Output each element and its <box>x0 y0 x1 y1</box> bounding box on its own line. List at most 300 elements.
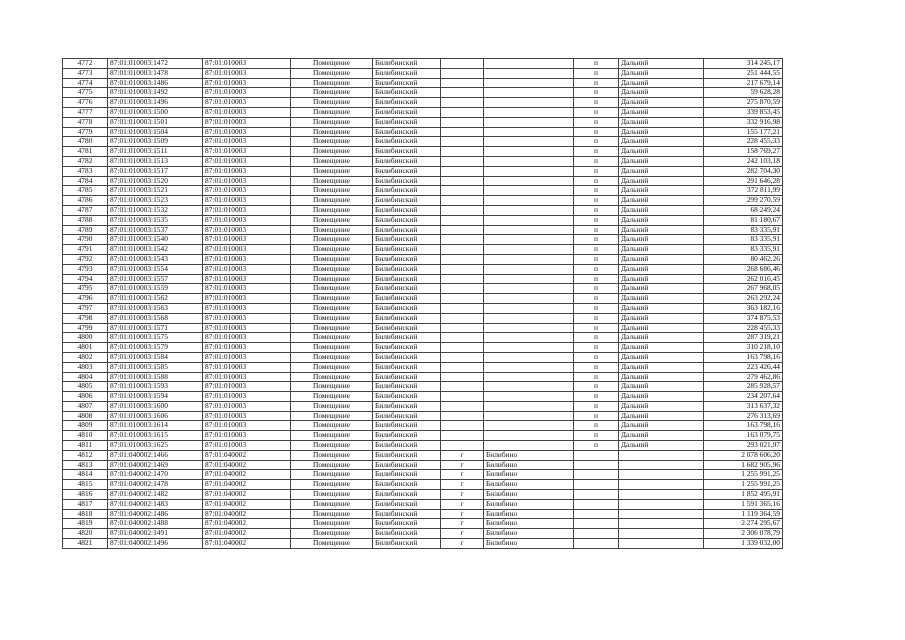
settlement-type-cell <box>441 431 484 441</box>
object-type-cell: Помещение <box>291 352 373 362</box>
district-cell: Билибинский <box>373 509 441 519</box>
locality-cell: Дальний <box>619 245 704 255</box>
locality-cell <box>619 509 704 519</box>
settlement-type-cell <box>441 323 484 333</box>
table-row <box>63 117 783 127</box>
locality-type-cell <box>574 519 619 529</box>
table-row <box>63 215 783 225</box>
table-row <box>63 490 783 500</box>
district-cell: Билибинский <box>373 166 441 176</box>
table-row <box>63 156 783 166</box>
locality-cell: Дальний <box>619 431 704 441</box>
cadastral-value-cell: 163 079,75 <box>704 431 783 441</box>
locality-type-cell: п <box>574 441 619 451</box>
district-cell: Билибинский <box>373 401 441 411</box>
row-number-cell: 4787 <box>63 205 108 215</box>
settlement-type-cell <box>441 88 484 98</box>
locality-cell: Дальний <box>619 313 704 323</box>
cadastral-number-cell: 87:01:010003:1554 <box>108 264 203 274</box>
city-cell <box>484 78 574 88</box>
object-type-cell: Помещение <box>291 254 373 264</box>
locality-type-cell <box>574 490 619 500</box>
locality-cell: Дальний <box>619 166 704 176</box>
table-row <box>63 78 783 88</box>
object-type-cell: Помещение <box>291 362 373 372</box>
cadastral-number-cell: 87:01:010003:1584 <box>108 352 203 362</box>
settlement-type-cell <box>441 254 484 264</box>
table-row <box>63 88 783 98</box>
table-row <box>63 431 783 441</box>
cadastral-number-cell: 87:01:010003:1588 <box>108 372 203 382</box>
row-number-cell: 4810 <box>63 431 108 441</box>
cadastral-block-cell: 87:01:040002 <box>203 539 291 549</box>
table-row <box>63 98 783 108</box>
city-cell <box>484 215 574 225</box>
cadastral-block-cell: 87:01:010003 <box>203 333 291 343</box>
district-cell: Билибинский <box>373 519 441 529</box>
locality-cell: Дальний <box>619 343 704 353</box>
table-row <box>63 176 783 186</box>
row-number-cell: 4815 <box>63 480 108 490</box>
city-cell: Билибино <box>484 490 574 500</box>
settlement-type-cell <box>441 411 484 421</box>
locality-cell <box>619 529 704 539</box>
cadastral-number-cell: 87:01:010003:1537 <box>108 225 203 235</box>
row-number-cell: 4817 <box>63 499 108 509</box>
city-cell <box>484 274 574 284</box>
object-type-cell: Помещение <box>291 401 373 411</box>
city-cell: Билибино <box>484 470 574 480</box>
object-type-cell: Помещение <box>291 519 373 529</box>
cadastral-number-cell: 87:01:040002:1482 <box>108 490 203 500</box>
cadastral-value-cell: 332 916,98 <box>704 117 783 127</box>
cadastral-value-cell: 163 798,16 <box>704 421 783 431</box>
table-row <box>63 421 783 431</box>
locality-cell: Дальний <box>619 107 704 117</box>
row-number-cell: 4782 <box>63 156 108 166</box>
locality-type-cell: п <box>574 235 619 245</box>
cadastral-value-cell: 1 255 991,25 <box>704 480 783 490</box>
cadastral-value-cell: 158 769,27 <box>704 147 783 157</box>
cadastral-block-cell: 87:01:010003 <box>203 411 291 421</box>
row-number-cell: 4790 <box>63 235 108 245</box>
settlement-type-cell <box>441 441 484 451</box>
table-row <box>63 529 783 539</box>
district-cell: Билибинский <box>373 264 441 274</box>
cadastral-value-cell: 314 245,17 <box>704 59 783 69</box>
city-cell <box>484 68 574 78</box>
locality-type-cell: п <box>574 107 619 117</box>
locality-type-cell: п <box>574 392 619 402</box>
table-row <box>63 519 783 529</box>
row-number-cell: 4820 <box>63 529 108 539</box>
locality-cell: Дальний <box>619 401 704 411</box>
object-type-cell: Помещение <box>291 186 373 196</box>
city-cell <box>484 303 574 313</box>
city-cell <box>484 205 574 215</box>
locality-type-cell: п <box>574 225 619 235</box>
settlement-type-cell: г <box>441 450 484 460</box>
table-row <box>63 372 783 382</box>
object-type-cell: Помещение <box>291 225 373 235</box>
locality-type-cell: п <box>574 186 619 196</box>
cadastral-number-cell: 87:01:010003:1535 <box>108 215 203 225</box>
cadastral-value-cell: 275 870,59 <box>704 98 783 108</box>
district-cell: Билибинский <box>373 235 441 245</box>
cadastral-block-cell: 87:01:010003 <box>203 254 291 264</box>
district-cell: Билибинский <box>373 88 441 98</box>
locality-cell: Дальний <box>619 235 704 245</box>
settlement-type-cell: г <box>441 499 484 509</box>
locality-type-cell <box>574 529 619 539</box>
cadastral-value-cell: 1 255 991,25 <box>704 470 783 480</box>
row-number-cell: 4783 <box>63 166 108 176</box>
settlement-type-cell <box>441 176 484 186</box>
locality-cell: Дальний <box>619 98 704 108</box>
row-number-cell: 4803 <box>63 362 108 372</box>
cadastral-number-cell: 87:01:040002:1470 <box>108 470 203 480</box>
object-type-cell: Помещение <box>291 107 373 117</box>
cadastral-number-cell: 87:01:010003:1500 <box>108 107 203 117</box>
cadastral-block-cell: 87:01:040002 <box>203 480 291 490</box>
city-cell <box>484 98 574 108</box>
object-type-cell: Помещение <box>291 470 373 480</box>
settlement-type-cell <box>441 166 484 176</box>
cadastral-value-cell: 155 177,21 <box>704 127 783 137</box>
settlement-type-cell: г <box>441 529 484 539</box>
locality-cell: Дальний <box>619 137 704 147</box>
district-cell: Билибинский <box>373 215 441 225</box>
district-cell: Билибинский <box>373 176 441 186</box>
row-number-cell: 4809 <box>63 421 108 431</box>
table-row <box>63 450 783 460</box>
row-number-cell: 4780 <box>63 137 108 147</box>
settlement-type-cell <box>441 205 484 215</box>
cadastral-value-cell: 372 811,99 <box>704 186 783 196</box>
table-row <box>63 499 783 509</box>
settlement-type-cell <box>441 392 484 402</box>
row-number-cell: 4802 <box>63 352 108 362</box>
object-type-cell: Помещение <box>291 235 373 245</box>
cadastral-value-cell: 83 335,91 <box>704 245 783 255</box>
row-number-cell: 4806 <box>63 392 108 402</box>
table-row <box>63 294 783 304</box>
table-row <box>63 254 783 264</box>
settlement-type-cell <box>441 294 484 304</box>
cadastral-value-cell: 83 335,91 <box>704 235 783 245</box>
cadastral-value-cell: 299 270,59 <box>704 196 783 206</box>
cadastral-number-cell: 87:01:010003:1600 <box>108 401 203 411</box>
district-cell: Билибинский <box>373 59 441 69</box>
locality-type-cell: п <box>574 147 619 157</box>
cadastral-block-cell: 87:01:040002 <box>203 499 291 509</box>
cadastral-value-cell: 291 646,28 <box>704 176 783 186</box>
cadastral-number-cell: 87:01:010003:1511 <box>108 147 203 157</box>
cadastral-block-cell: 87:01:010003 <box>203 284 291 294</box>
city-cell <box>484 362 574 372</box>
row-number-cell: 4805 <box>63 382 108 392</box>
cadastral-number-cell: 87:01:040002:1466 <box>108 450 203 460</box>
cadastral-number-cell: 87:01:010003:1593 <box>108 382 203 392</box>
object-type-cell: Помещение <box>291 294 373 304</box>
cadastral-number-cell: 87:01:010003:1614 <box>108 421 203 431</box>
row-number-cell: 4779 <box>63 127 108 137</box>
row-number-cell: 4821 <box>63 539 108 549</box>
district-cell: Билибинский <box>373 147 441 157</box>
object-type-cell: Помещение <box>291 264 373 274</box>
table-row <box>63 59 783 69</box>
locality-cell: Дальний <box>619 264 704 274</box>
row-number-cell: 4795 <box>63 284 108 294</box>
cadastral-value-cell: 310 218,10 <box>704 343 783 353</box>
city-cell <box>484 352 574 362</box>
cadastral-number-cell: 87:01:010003:1492 <box>108 88 203 98</box>
object-type-cell: Помещение <box>291 539 373 549</box>
settlement-type-cell <box>441 313 484 323</box>
locality-cell <box>619 470 704 480</box>
cadastral-value-cell: 339 853,45 <box>704 107 783 117</box>
row-number-cell: 4792 <box>63 254 108 264</box>
locality-type-cell: п <box>574 431 619 441</box>
locality-cell <box>619 490 704 500</box>
settlement-type-cell <box>441 68 484 78</box>
cadastral-block-cell: 87:01:010003 <box>203 205 291 215</box>
row-number-cell: 4797 <box>63 303 108 313</box>
object-type-cell: Помещение <box>291 490 373 500</box>
object-type-cell: Помещение <box>291 274 373 284</box>
object-type-cell: Помещение <box>291 333 373 343</box>
cadastral-block-cell: 87:01:010003 <box>203 78 291 88</box>
locality-cell: Дальний <box>619 284 704 294</box>
cadastral-number-cell: 87:01:040002:1483 <box>108 499 203 509</box>
district-cell: Билибинский <box>373 98 441 108</box>
city-cell <box>484 254 574 264</box>
cadastral-value-cell: 242 103,18 <box>704 156 783 166</box>
cadastral-block-cell: 87:01:010003 <box>203 401 291 411</box>
object-type-cell: Помещение <box>291 509 373 519</box>
table-row <box>63 147 783 157</box>
row-number-cell: 4789 <box>63 225 108 235</box>
district-cell: Билибинский <box>373 274 441 284</box>
object-type-cell: Помещение <box>291 156 373 166</box>
table-row <box>63 127 783 137</box>
cadastral-block-cell: 87:01:040002 <box>203 470 291 480</box>
object-type-cell: Помещение <box>291 147 373 157</box>
row-number-cell: 4777 <box>63 107 108 117</box>
cadastral-block-cell: 87:01:010003 <box>203 196 291 206</box>
row-number-cell: 4801 <box>63 343 108 353</box>
cadastral-number-cell: 87:01:010003:1585 <box>108 362 203 372</box>
row-number-cell: 4772 <box>63 59 108 69</box>
row-number-cell: 4811 <box>63 441 108 451</box>
locality-cell: Дальний <box>619 323 704 333</box>
city-cell: Билибино <box>484 499 574 509</box>
locality-cell: Дальний <box>619 59 704 69</box>
city-cell <box>484 137 574 147</box>
row-number-cell: 4819 <box>63 519 108 529</box>
locality-cell: Дальний <box>619 294 704 304</box>
cadastral-block-cell: 87:01:040002 <box>203 509 291 519</box>
cadastral-value-cell: 1 682 905,96 <box>704 460 783 470</box>
object-type-cell: Помещение <box>291 313 373 323</box>
cadastral-block-cell: 87:01:040002 <box>203 460 291 470</box>
locality-type-cell <box>574 499 619 509</box>
cadastral-block-cell: 87:01:010003 <box>203 294 291 304</box>
row-number-cell: 4793 <box>63 264 108 274</box>
district-cell: Билибинский <box>373 284 441 294</box>
locality-type-cell <box>574 539 619 549</box>
row-number-cell: 4804 <box>63 372 108 382</box>
cadastral-block-cell: 87:01:010003 <box>203 98 291 108</box>
cadastral-value-cell: 81 180,67 <box>704 215 783 225</box>
district-cell: Билибинский <box>373 490 441 500</box>
locality-cell: Дальний <box>619 127 704 137</box>
settlement-type-cell: г <box>441 539 484 549</box>
settlement-type-cell: г <box>441 509 484 519</box>
cadastral-number-cell: 87:01:010003:1513 <box>108 156 203 166</box>
locality-type-cell: п <box>574 323 619 333</box>
locality-cell: Дальний <box>619 382 704 392</box>
settlement-type-cell <box>441 421 484 431</box>
city-cell: Билибино <box>484 460 574 470</box>
cadastral-number-cell: 87:01:010003:1532 <box>108 205 203 215</box>
cadastral-block-cell: 87:01:040002 <box>203 519 291 529</box>
city-cell <box>484 59 574 69</box>
cadastral-block-cell: 87:01:010003 <box>203 392 291 402</box>
cadastral-block-cell: 87:01:010003 <box>203 137 291 147</box>
locality-cell: Дальний <box>619 372 704 382</box>
object-type-cell: Помещение <box>291 372 373 382</box>
district-cell: Билибинский <box>373 441 441 451</box>
district-cell: Билибинский <box>373 539 441 549</box>
table-row <box>63 333 783 343</box>
cadastral-number-cell: 87:01:010003:1606 <box>108 411 203 421</box>
locality-cell: Дальний <box>619 274 704 284</box>
cadastral-block-cell: 87:01:010003 <box>203 382 291 392</box>
district-cell: Билибинский <box>373 352 441 362</box>
settlement-type-cell <box>441 117 484 127</box>
object-type-cell: Помещение <box>291 303 373 313</box>
object-type-cell: Помещение <box>291 78 373 88</box>
table-row <box>63 441 783 451</box>
cadastral-number-cell: 87:01:010003:1615 <box>108 431 203 441</box>
cadastral-value-cell: 217 679,14 <box>704 78 783 88</box>
district-cell: Билибинский <box>373 205 441 215</box>
cadastral-number-cell: 87:01:010003:1504 <box>108 127 203 137</box>
locality-type-cell <box>574 450 619 460</box>
locality-cell: Дальний <box>619 441 704 451</box>
locality-cell <box>619 460 704 470</box>
settlement-type-cell <box>441 107 484 117</box>
cadastral-number-cell: 87:01:040002:1478 <box>108 480 203 490</box>
settlement-type-cell <box>441 156 484 166</box>
row-number-cell: 4798 <box>63 313 108 323</box>
cadastral-value-cell: 285 928,57 <box>704 382 783 392</box>
locality-type-cell: п <box>574 303 619 313</box>
cadastral-number-cell: 87:01:010003:1579 <box>108 343 203 353</box>
row-number-cell: 4818 <box>63 509 108 519</box>
row-number-cell: 4778 <box>63 117 108 127</box>
district-cell: Билибинский <box>373 196 441 206</box>
row-number-cell: 4786 <box>63 196 108 206</box>
settlement-type-cell <box>441 98 484 108</box>
cadastral-block-cell: 87:01:040002 <box>203 450 291 460</box>
district-cell: Билибинский <box>373 245 441 255</box>
locality-cell: Дальний <box>619 196 704 206</box>
city-cell: Билибино <box>484 480 574 490</box>
settlement-type-cell <box>441 235 484 245</box>
table-row <box>63 274 783 284</box>
district-cell: Билибинский <box>373 480 441 490</box>
locality-type-cell: п <box>574 254 619 264</box>
settlement-type-cell <box>441 382 484 392</box>
locality-type-cell: п <box>574 156 619 166</box>
settlement-type-cell <box>441 215 484 225</box>
object-type-cell: Помещение <box>291 392 373 402</box>
table-row <box>63 470 783 480</box>
city-cell <box>484 225 574 235</box>
locality-type-cell: п <box>574 294 619 304</box>
object-type-cell: Помещение <box>291 499 373 509</box>
row-number-cell: 4776 <box>63 98 108 108</box>
locality-cell <box>619 539 704 549</box>
locality-type-cell: п <box>574 117 619 127</box>
cadastral-number-cell: 87:01:010003:1542 <box>108 245 203 255</box>
cadastral-number-cell: 87:01:010003:1571 <box>108 323 203 333</box>
object-type-cell: Помещение <box>291 284 373 294</box>
cadastral-value-cell: 2 078 606,20 <box>704 450 783 460</box>
object-type-cell: Помещение <box>291 166 373 176</box>
cadastral-number-cell: 87:01:040002:1491 <box>108 529 203 539</box>
settlement-type-cell <box>441 274 484 284</box>
table-row <box>63 313 783 323</box>
city-cell <box>484 421 574 431</box>
cadastral-block-cell: 87:01:010003 <box>203 264 291 274</box>
locality-type-cell: п <box>574 352 619 362</box>
district-cell: Билибинский <box>373 186 441 196</box>
row-number-cell: 4788 <box>63 215 108 225</box>
object-type-cell: Помещение <box>291 88 373 98</box>
cadastral-block-cell: 87:01:010003 <box>203 127 291 137</box>
locality-type-cell <box>574 480 619 490</box>
locality-type-cell: п <box>574 196 619 206</box>
object-type-cell: Помещение <box>291 196 373 206</box>
locality-cell: Дальний <box>619 303 704 313</box>
locality-cell: Дальний <box>619 254 704 264</box>
object-type-cell: Помещение <box>291 441 373 451</box>
city-cell <box>484 431 574 441</box>
table-row <box>63 343 783 353</box>
object-type-cell: Помещение <box>291 176 373 186</box>
locality-cell: Дальний <box>619 225 704 235</box>
cadastral-number-cell: 87:01:010003:1520 <box>108 176 203 186</box>
district-cell: Билибинский <box>373 431 441 441</box>
row-number-cell: 4800 <box>63 333 108 343</box>
cadastral-block-cell: 87:01:010003 <box>203 156 291 166</box>
settlement-type-cell <box>441 401 484 411</box>
cadastral-block-cell: 87:01:010003 <box>203 176 291 186</box>
cadastral-block-cell: 87:01:010003 <box>203 215 291 225</box>
locality-type-cell: п <box>574 284 619 294</box>
locality-cell <box>619 499 704 509</box>
cadastral-value-cell: 228 455,33 <box>704 323 783 333</box>
district-cell: Билибинский <box>373 117 441 127</box>
settlement-type-cell <box>441 78 484 88</box>
district-cell: Билибинский <box>373 137 441 147</box>
cadastral-value-cell: 267 968,05 <box>704 284 783 294</box>
cadastral-number-cell: 87:01:010003:1543 <box>108 254 203 264</box>
settlement-type-cell <box>441 59 484 69</box>
